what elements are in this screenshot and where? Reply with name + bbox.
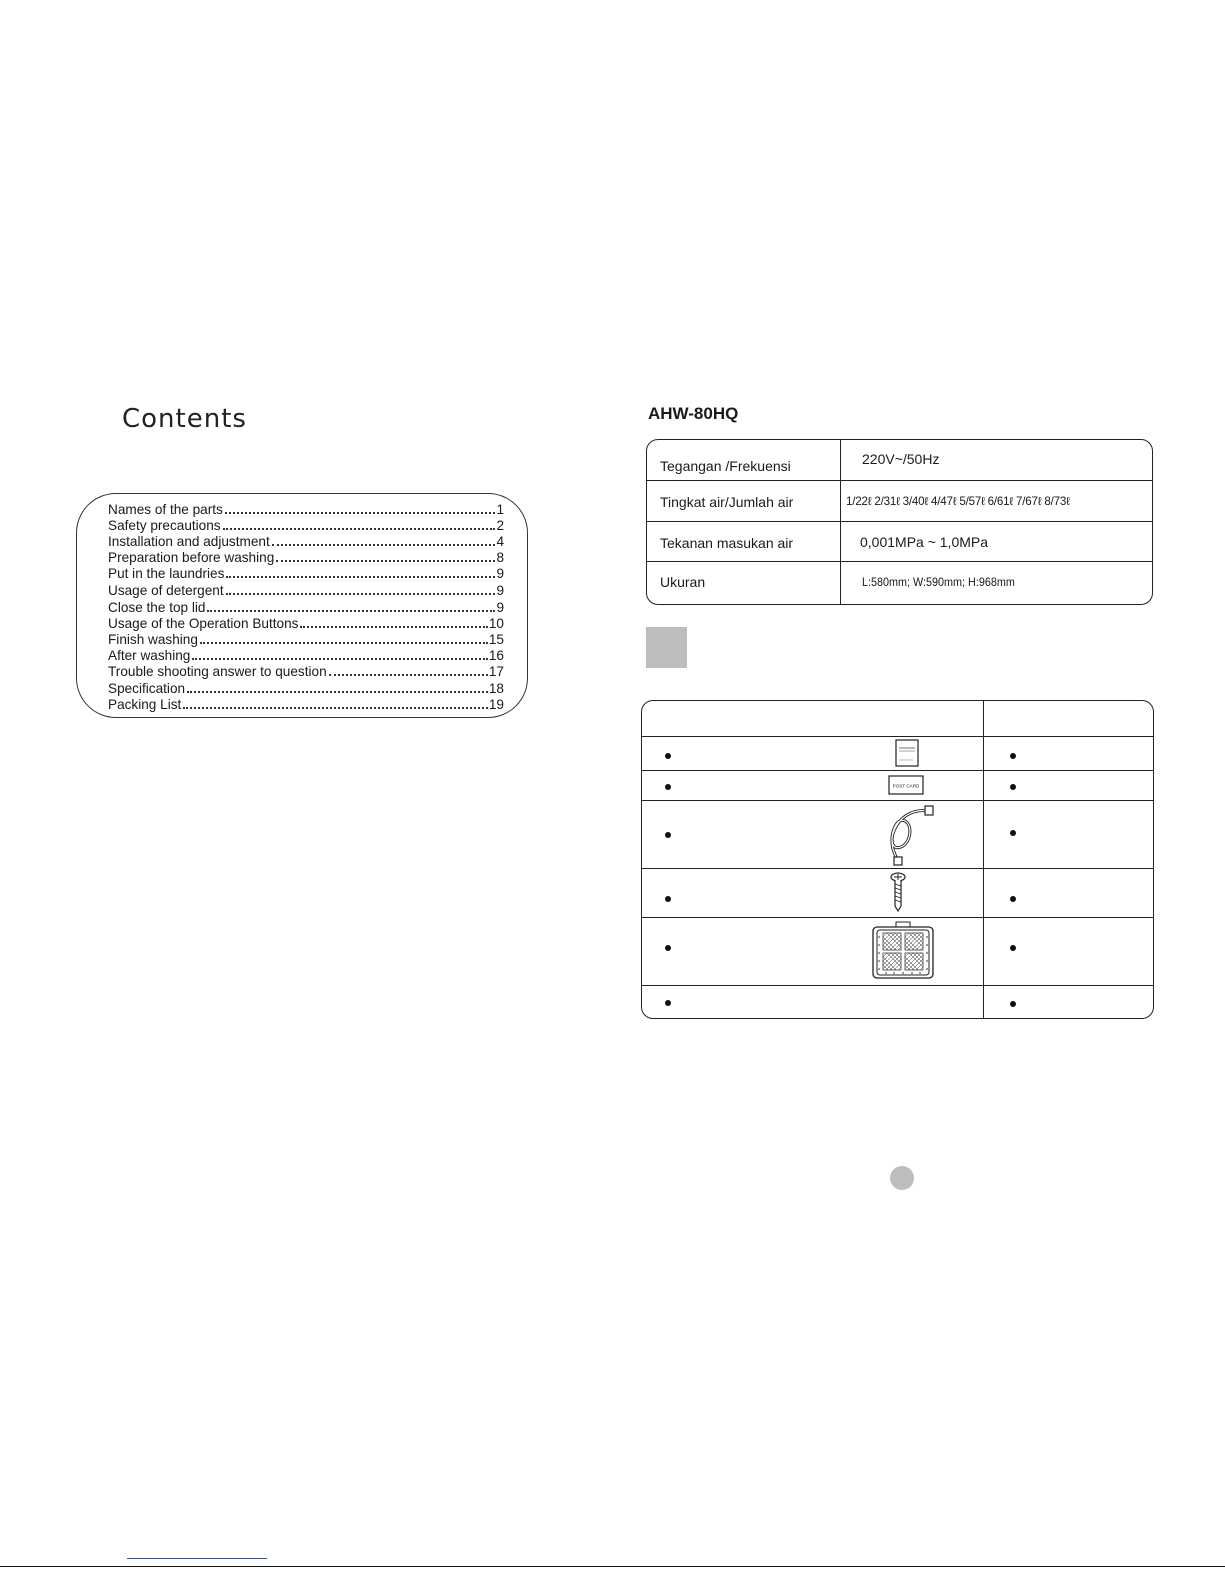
toc-item-page: 2: [496, 518, 504, 533]
toc-item-page: 10: [488, 616, 504, 631]
toc-item-label: Safety precautions: [108, 518, 221, 533]
section-marker: [646, 627, 687, 668]
toc-item-page: 1: [496, 502, 504, 517]
list-bullet: [1010, 784, 1016, 790]
toc-item-label: Preparation before washing: [108, 550, 275, 565]
packing-list-table: [641, 700, 1154, 1019]
toc-item-page: 4: [496, 534, 504, 549]
toc-item: [108, 502, 504, 518]
toc-item-label: Finish washing: [108, 632, 198, 647]
svg-text:POST CARD: POST CARD: [892, 783, 920, 789]
toc-item-label: Close the top lid: [108, 600, 206, 615]
toc-item: [108, 534, 504, 550]
spec-label-voltage: Tegangan /Frekuensi: [660, 458, 791, 474]
toc-item: [108, 566, 504, 582]
list-bullet: [665, 753, 671, 759]
screw-icon: [890, 872, 906, 912]
toc-item-label: Names of the parts: [108, 502, 223, 517]
list-bullet: [1010, 896, 1016, 902]
toc-item-label: After washing: [108, 648, 191, 663]
list-bullet: [1010, 830, 1016, 836]
list-bullet: [1010, 753, 1016, 759]
toc-item: [108, 632, 504, 648]
list-bullet: [665, 832, 671, 838]
list-bullet: [665, 1000, 671, 1006]
model-title: AHW-80HQ: [648, 404, 739, 423]
post-card-icon: [888, 775, 924, 795]
toc-item-page: 15: [488, 632, 504, 647]
manual-icon: [895, 739, 919, 767]
toc-item: [108, 600, 504, 616]
toc-item-label: Put in the laundries: [108, 566, 225, 581]
toc-item: [108, 697, 504, 713]
spec-value-water-pressure: 0,001MPa ~ 1,0MPa: [860, 534, 989, 550]
toc-item-page: 16: [488, 648, 504, 663]
toc-item-page: 8: [496, 550, 504, 565]
toc-item-label: Usage of the Operation Buttons: [108, 616, 299, 631]
page-bottom-rule: [0, 1566, 1225, 1567]
page-number-dot: [890, 1166, 914, 1190]
toc-item: [108, 550, 504, 566]
list-bullet: [1010, 945, 1016, 951]
spec-table: [646, 439, 1153, 605]
toc-item: [108, 616, 504, 632]
list-bullet: [665, 945, 671, 951]
spec-value-water-level: 1/22ℓ 2/31ℓ 3/40ℓ 4/47ℓ 5/57ℓ 6/61ℓ 7/67ℓ 8/73ℓ: [846, 495, 1070, 508]
list-bullet: [665, 896, 671, 902]
filter-bag-icon: [870, 921, 936, 981]
toc-item: [108, 648, 504, 664]
toc-item-page: 9: [496, 566, 504, 581]
toc-item-page: 9: [496, 600, 504, 615]
contents-title: Contents: [122, 404, 247, 434]
list-bullet: [1010, 1001, 1016, 1007]
spec-value-size: L:580mm; W:590mm; H:968mm: [862, 575, 1015, 589]
toc-item: [108, 583, 504, 599]
toc-item-label: Packing List: [108, 697, 182, 712]
link-underline: [127, 1558, 267, 1559]
toc-item-label: Installation and adjustment: [108, 534, 270, 549]
toc-item-label: Specification: [108, 681, 186, 696]
spec-label-size: Ukuran: [660, 574, 706, 590]
toc-item-label: Trouble shooting answer to question: [108, 664, 327, 679]
toc-item-page: 9: [496, 583, 504, 598]
toc-item-label: Usage of detergent: [108, 583, 224, 598]
toc-item: [108, 518, 504, 534]
toc-item-page: 18: [488, 681, 504, 696]
toc-item: [108, 681, 504, 697]
spec-label-water-level: Tingkat air/Jumlah air: [660, 494, 794, 510]
toc-item-page: 19: [488, 697, 504, 712]
list-bullet: [665, 784, 671, 790]
spec-label-water-pressure: Tekanan masukan air: [660, 535, 794, 551]
spec-value-voltage: 220V~/50Hz: [862, 451, 940, 467]
toc-item-page: 17: [488, 664, 504, 679]
drain-hose-icon: [879, 803, 937, 867]
toc-item: [108, 664, 504, 680]
